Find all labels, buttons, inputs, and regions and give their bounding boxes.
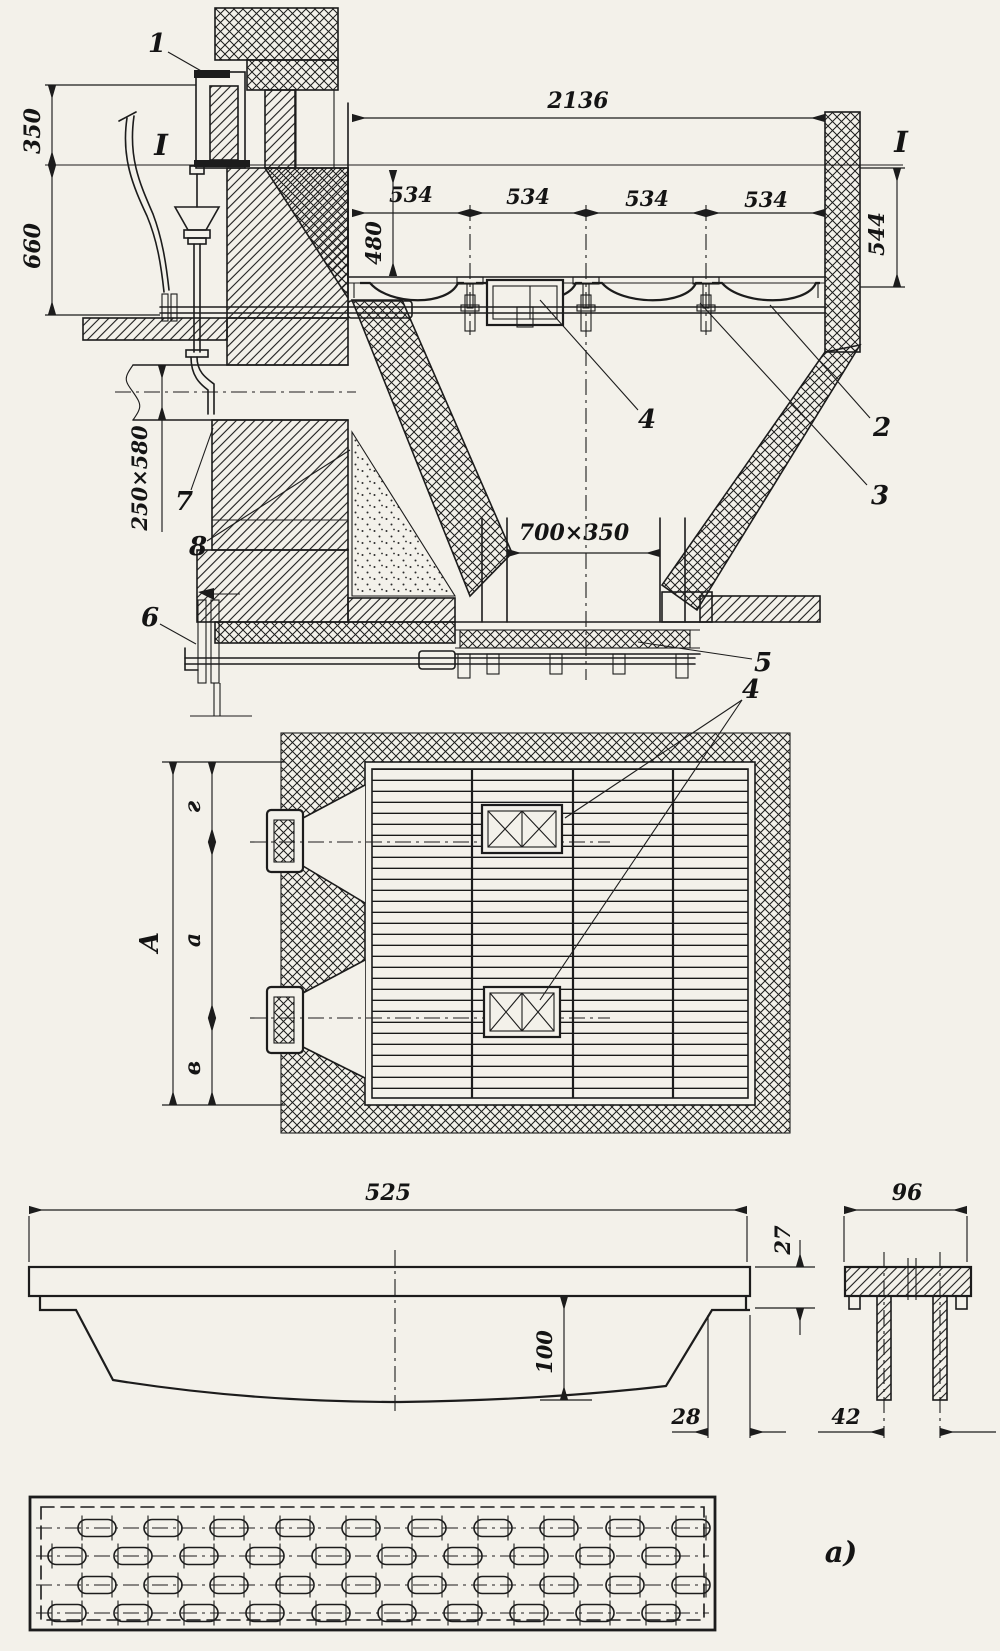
section-marker-right: I bbox=[894, 125, 908, 159]
plan-dimensions bbox=[135, 762, 285, 1105]
wall-below-floor bbox=[227, 318, 348, 365]
dim-660 bbox=[20, 165, 160, 315]
grate-plan-view bbox=[135, 675, 790, 1133]
floor-right bbox=[700, 596, 820, 622]
foundation-course bbox=[215, 622, 455, 643]
callout-4-plan: 4 bbox=[741, 675, 761, 705]
dimension-label: 700×350 bbox=[518, 520, 630, 546]
callout-5: 5 bbox=[753, 648, 773, 678]
dimension-label: 28 bbox=[671, 1404, 701, 1429]
damper-handwheel bbox=[175, 166, 219, 414]
section-marker-left: I bbox=[154, 128, 168, 162]
turnbuckle bbox=[419, 651, 455, 669]
callout-8: 8 bbox=[188, 532, 208, 562]
grate-bar-end-view bbox=[818, 1180, 996, 1438]
frame-box bbox=[487, 280, 563, 327]
dim-100 bbox=[532, 1296, 592, 1400]
dim-350 bbox=[20, 85, 196, 165]
callout-7: 7 bbox=[174, 487, 194, 517]
bar-plan-outline bbox=[30, 1497, 715, 1630]
dimension-label: в bbox=[180, 1060, 206, 1076]
furnace-section-view bbox=[20, 8, 909, 716]
dimension-label: 100 bbox=[532, 1330, 557, 1374]
flue-lining-strip bbox=[265, 90, 295, 168]
grate-bar-1 bbox=[360, 283, 464, 300]
callout-6: 6 bbox=[140, 603, 160, 633]
foundation-toe bbox=[348, 598, 455, 622]
chimney-step bbox=[247, 60, 338, 90]
dim-42 bbox=[818, 1404, 996, 1432]
end-hook-right bbox=[956, 1296, 967, 1309]
dimension-label: 480 bbox=[361, 221, 386, 265]
dimension-label: 42 bbox=[831, 1404, 861, 1429]
foundation-upper bbox=[212, 420, 348, 550]
dim-2136 bbox=[352, 88, 825, 118]
grate-bar-side-view bbox=[29, 1180, 815, 1438]
door-leaf bbox=[210, 86, 238, 160]
grate-bar-3 bbox=[592, 283, 702, 300]
dim-28 bbox=[670, 1315, 786, 1438]
dimension-label: 544 bbox=[864, 212, 889, 256]
dimension-label: 660 bbox=[20, 223, 46, 269]
dim-534-chain bbox=[352, 182, 825, 213]
dimension-label: а bbox=[180, 932, 206, 948]
dimension-label: А bbox=[135, 931, 165, 953]
dimension-label: 350 bbox=[20, 108, 46, 154]
dimension-label: 27 bbox=[770, 1225, 795, 1255]
bar-plan-dashed-edge bbox=[41, 1507, 704, 1620]
dimension-label: 534 bbox=[506, 184, 550, 209]
dim-700x350 bbox=[507, 520, 660, 553]
pit-seal-mat bbox=[460, 630, 690, 648]
dimension-label: 525 bbox=[365, 1180, 411, 1206]
floor-left bbox=[83, 318, 227, 340]
frame-box-plan-top bbox=[482, 805, 562, 853]
chimney-block bbox=[215, 8, 338, 60]
dim-27 bbox=[755, 1225, 815, 1335]
rear-wall bbox=[825, 112, 860, 352]
dimension-label: 534 bbox=[625, 186, 669, 211]
figure-caption: а) bbox=[824, 1535, 858, 1569]
charging-door bbox=[194, 70, 250, 168]
door-top-bracket bbox=[194, 70, 230, 78]
bar-top-plate bbox=[29, 1267, 750, 1296]
grate-bar-4 bbox=[712, 283, 820, 300]
frame-box-plan-bottom bbox=[484, 987, 560, 1037]
foundation-lower bbox=[197, 550, 348, 622]
callout-3: 3 bbox=[870, 481, 890, 511]
rear-chute bbox=[662, 345, 860, 610]
dimension-label: г bbox=[180, 800, 206, 814]
blast-duct bbox=[115, 365, 356, 420]
end-hook-left bbox=[849, 1296, 860, 1309]
callout-2: 2 bbox=[872, 413, 892, 443]
dimension-label: 96 bbox=[891, 1180, 923, 1206]
dimension-label: 250×580 bbox=[127, 425, 152, 531]
callout-4: 4 bbox=[637, 405, 657, 435]
dim-544 bbox=[860, 168, 905, 287]
dimension-label: 2136 bbox=[547, 88, 609, 114]
grate-bar-plan-view bbox=[30, 1497, 715, 1630]
callout-1: 1 bbox=[147, 29, 167, 59]
dimension-label: 534 bbox=[389, 182, 433, 207]
dimension-label: 534 bbox=[744, 187, 788, 212]
